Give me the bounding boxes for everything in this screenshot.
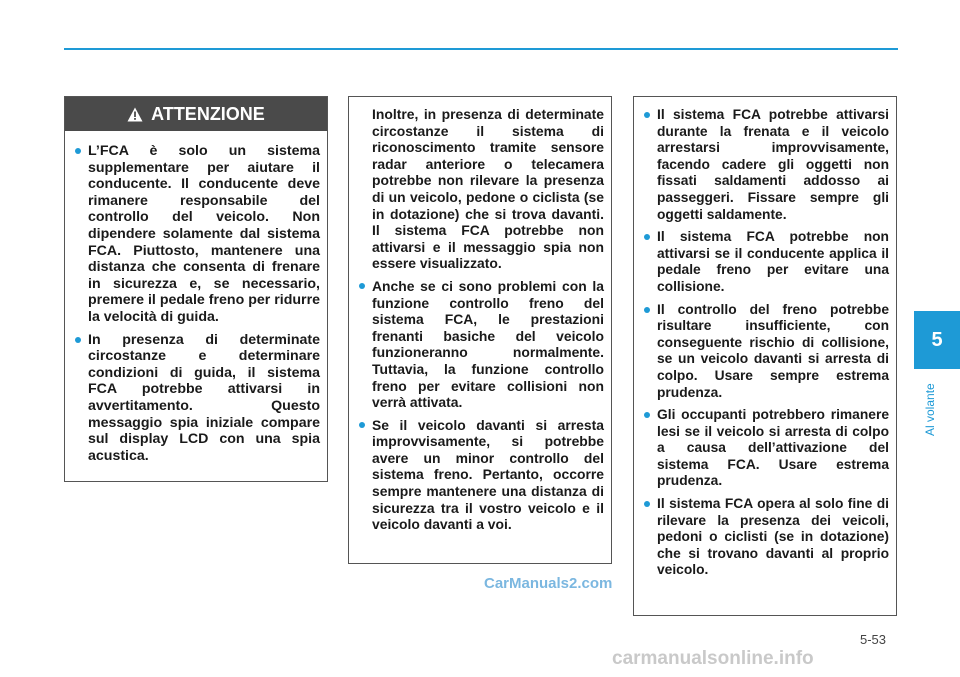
page-number: 5-53	[860, 632, 887, 647]
warning-panel	[64, 96, 328, 482]
middle-item: Se il veicolo davanti si arresta improvvisamente, si potrebbe avere un minor controllo del sistema freno. Pertanto, occorre sempre mantenere una distanza di sicurezza tra il vostro veicolo e il veicolo davanti a voi.	[359, 417, 604, 533]
top-rule	[64, 48, 898, 50]
middle-item: Anche se ci sono problemi con la funzione controllo freno del sistema FCA, le prestazioni frenanti basiche del veicolo funzioneranno normalmente. Tuttavia, la funzione controllo freno per evitare collisioni non verrà attivata.	[359, 278, 604, 411]
warning-item: In presenza di determinate circostanze e determinare condizioni di guida, il sistema FCA potrebbe attivarsi in avvertitamento. Questo messaggio spia iniziale compare sul display LCD con una spia acustica.	[75, 332, 320, 465]
middle-intro: Inoltre, in presenza di determinate circostanze il sistema di riconoscimento tramite sensore radar anteriore o telecamera potrebbe non rilevare la presenza di un veicolo, pedone o ciclista (se in dotazione) che si trova davanti. Il sistema FCA potrebbe non attivarsi e il messaggio spia non essere visualizzato.	[372, 106, 604, 272]
right-item: Il sistema FCA potrebbe attivarsi durante la frenata e il veicolo arrestarsi improvvisamente, facendo cadere gli oggetti non fissati saldamenti addosso ai passeggeri. Fissare sempre gli oggetti saldamente.	[644, 107, 889, 223]
warning-item: L’FCA è solo un sistema supplementare per aiutare il conducente. Il conducente deve rimanere responsabile del controllo del veicolo. Non dipendere solamente dal sistema FCA. Piuttosto, mantenere una distanza che consenta di frenare in sicurezza e, se necessario, premere il pedale freno per ridurre la velocità di guida.	[75, 143, 320, 326]
chapter-number: 5	[931, 328, 943, 351]
chapter-label: Al volante	[923, 383, 937, 436]
middle-panel	[348, 96, 612, 564]
warning-triangle-icon	[127, 107, 143, 122]
right-item: Il sistema FCA opera al solo fine di rilevare la presenza dei veicoli, pedoni o ciclisti (se in dotazione) che si trovano davanti al proprio veicolo.	[644, 496, 889, 579]
right-item: Il controllo del freno potrebbe risultare insufficiente, con conseguente rischio di collisione, se un veicolo davanti si arresta di colpo. Usare sempre estrema prudenza.	[644, 302, 889, 402]
watermark-link[interactable]: CarManuals2.com	[484, 575, 613, 592]
warning-header	[65, 97, 327, 131]
warning-title: ATTENZIONE	[151, 103, 265, 124]
watermark-footer: carmanualsonline.info	[612, 648, 814, 669]
right-panel	[633, 96, 897, 616]
right-item: Gli occupanti potrebbero rimanere lesi se il veicolo si arresta di colpo a causa dell’attivazione del sistema FCA. Usare estrema prudenza.	[644, 407, 889, 490]
chapter-tab	[914, 311, 960, 369]
right-item: Il sistema FCA potrebbe non attivarsi se il conducente applica il pedale freno per evitare una collisione.	[644, 229, 889, 295]
